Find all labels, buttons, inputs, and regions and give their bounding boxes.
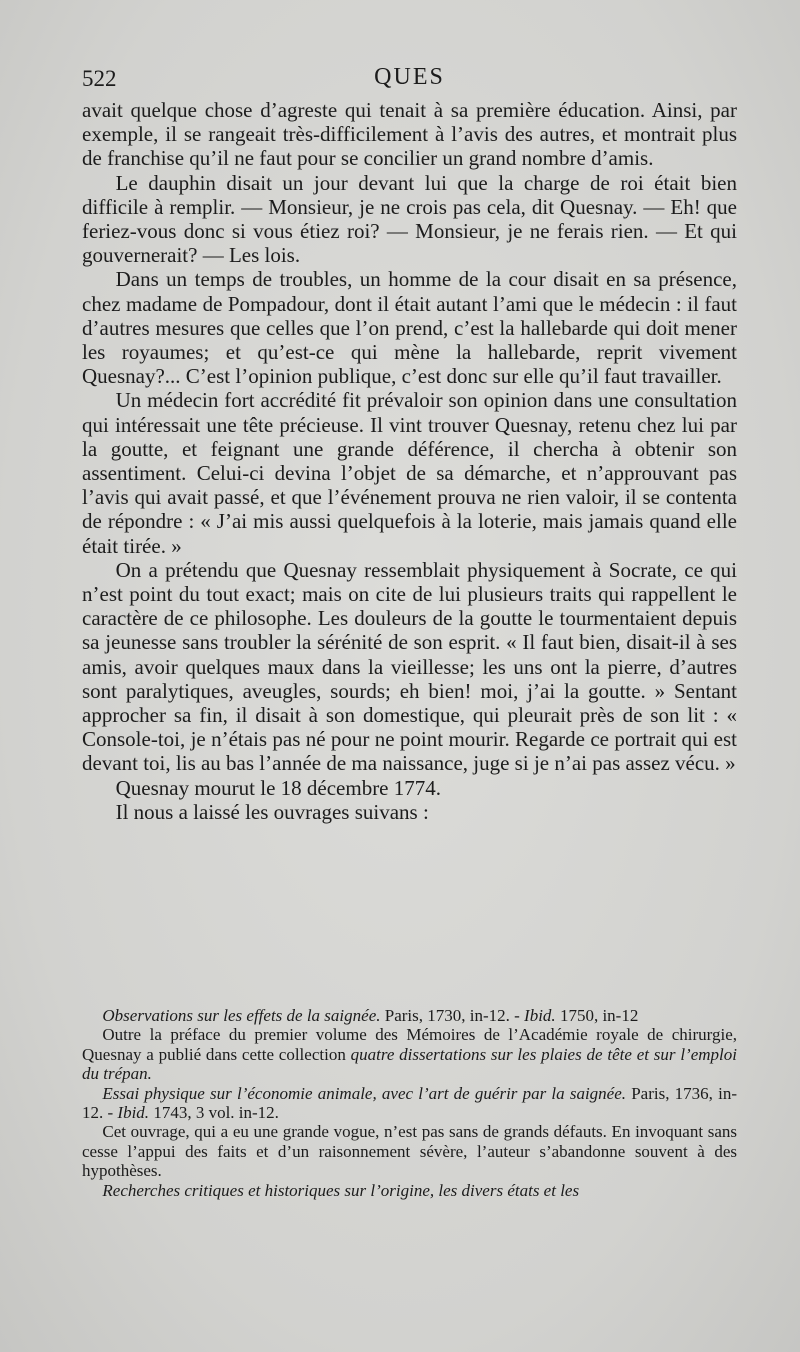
- ibid: Ibid.: [524, 1006, 556, 1025]
- page-number: 522: [82, 66, 117, 91]
- paragraph: On a prétendu que Quesnay ressemblait physiquement à Socrate, ce qui n’est point du tout exact; mais on cite de lui plusieurs traits qui rappellent le caractère de ce philosophe. Les douleurs de la goutte le tourmentaient depuis sa jeunesse sans troubler la sérénité de son esprit. « Il faut bien, disait-il à ses amis, avoir quelques maux dans la vieillesse; les uns ont la pierre, d’autres sont paralytiques, aveugles, sourds; eh bien! moi, j’ai la goutte. » Sentant approcher sa fin, il disait à son domestique, qui pleurait près de son lit : « Console-toi, je n’étais pas né pour ne point mourir. Regarde ce portrait qui est devant toi, lis au bas l’année de ma naissance, juge si je n’ai pas assez vécu. »: [82, 557, 737, 776]
- main-text: [82, 98, 737, 824]
- bibliography-entry: [82, 1006, 737, 1025]
- paragraph: Dans un temps de troubles, un homme de la cour disait en sa présence, chez madame de Pompadour, dont il était autant l’ami que le médecin : il faut d’autres mesures que celles que l’on prend, c’est la hallebarde qui doit mener les royaumes; et qu’est-ce qui mène la hallebarde, reprit vivement Quesnay?... C’est l’opinion publique, c’est donc sur elle qu’il faut travailler.: [82, 267, 737, 389]
- page-header: [82, 62, 737, 96]
- entry-details: 1743, 3 vol. in-12.: [149, 1103, 279, 1123]
- entry-text: Outre la préface du premier volume des Mémoires de l’Académie royale de chirurgie, Quesnay a publié dans cette collection: [82, 1025, 737, 1064]
- paragraph: Un médecin fort accrédité fit prévaloir son opinion dans une consultation qui intéressait une tête précieuse. Il vint trouver Quesnay, retenu chez lui par la goutte, et feignant une grande déférence, il chercha à obtenir son assentiment. Celui-ci devina l’objet de sa démarche, et n’approuvant pas l’avis qui avait passé, et que l’événement prouva ne rien valoir, il se contenta de répondre : « J’ai mis aussi quelquefois à la loterie, mais jamais quand elle était tirée. »: [82, 388, 737, 558]
- paragraph: Il nous a laissé les ouvrages suivans :: [115, 799, 429, 824]
- bibliography-entry: Cet ouvrage, qui a eu une grande vogue, n’est pas sans de grands défauts. En invoquant sans cesse l’appui des faits et d’un raisonnement sévère, l’auteur s’abandonne souvent à des hypothèses.: [82, 1122, 737, 1181]
- work-title: Recherches critiques et historiques sur l’origine, les divers états et les: [102, 1180, 580, 1200]
- paragraph: Quesnay mourut le 18 décembre 1774.: [115, 775, 442, 800]
- entry-details: Paris, 1730, in-12. -: [380, 1006, 525, 1025]
- bibliography-entry: [82, 1181, 737, 1200]
- work-title: Observations sur les effets de la saignée.: [102, 1006, 381, 1025]
- entry-details: Paris, 1736, in-12. -: [82, 1083, 737, 1123]
- paragraph: avait quelque chose d’agreste qui tenait à sa première éducation. Ainsi, par exemple, il se rangeait très-difficilement à l’avis des autres, et montrait plus de franchise qu’il ne faut pour se concilier un grand nombre d’amis.: [82, 98, 737, 171]
- ibid: Ibid.: [117, 1103, 150, 1123]
- work-title: quatre dissertations sur les plaies de tête et sur l’emploi du trépan.: [82, 1044, 737, 1084]
- paragraph: Le dauphin disait un jour devant lui que la charge de roi était bien difficile à remplir. — Monsieur, je ne crois pas cela, dit Quesnay. — Eh! que feriez-vous donc si vous étiez roi? — Monsieur, je ne ferais rien. — Et qui gouvernerait? — Les lois.: [82, 170, 737, 268]
- bibliography-entry: [82, 1025, 737, 1083]
- bibliography-entry: [82, 1084, 737, 1123]
- bibliography: [82, 1006, 737, 1200]
- running-head: QUES: [374, 64, 445, 90]
- entry-details: 1750, in-12: [555, 1006, 639, 1025]
- work-title: Essai physique sur l’économie animale, avec l’art de guérir par la saignée.: [102, 1083, 627, 1103]
